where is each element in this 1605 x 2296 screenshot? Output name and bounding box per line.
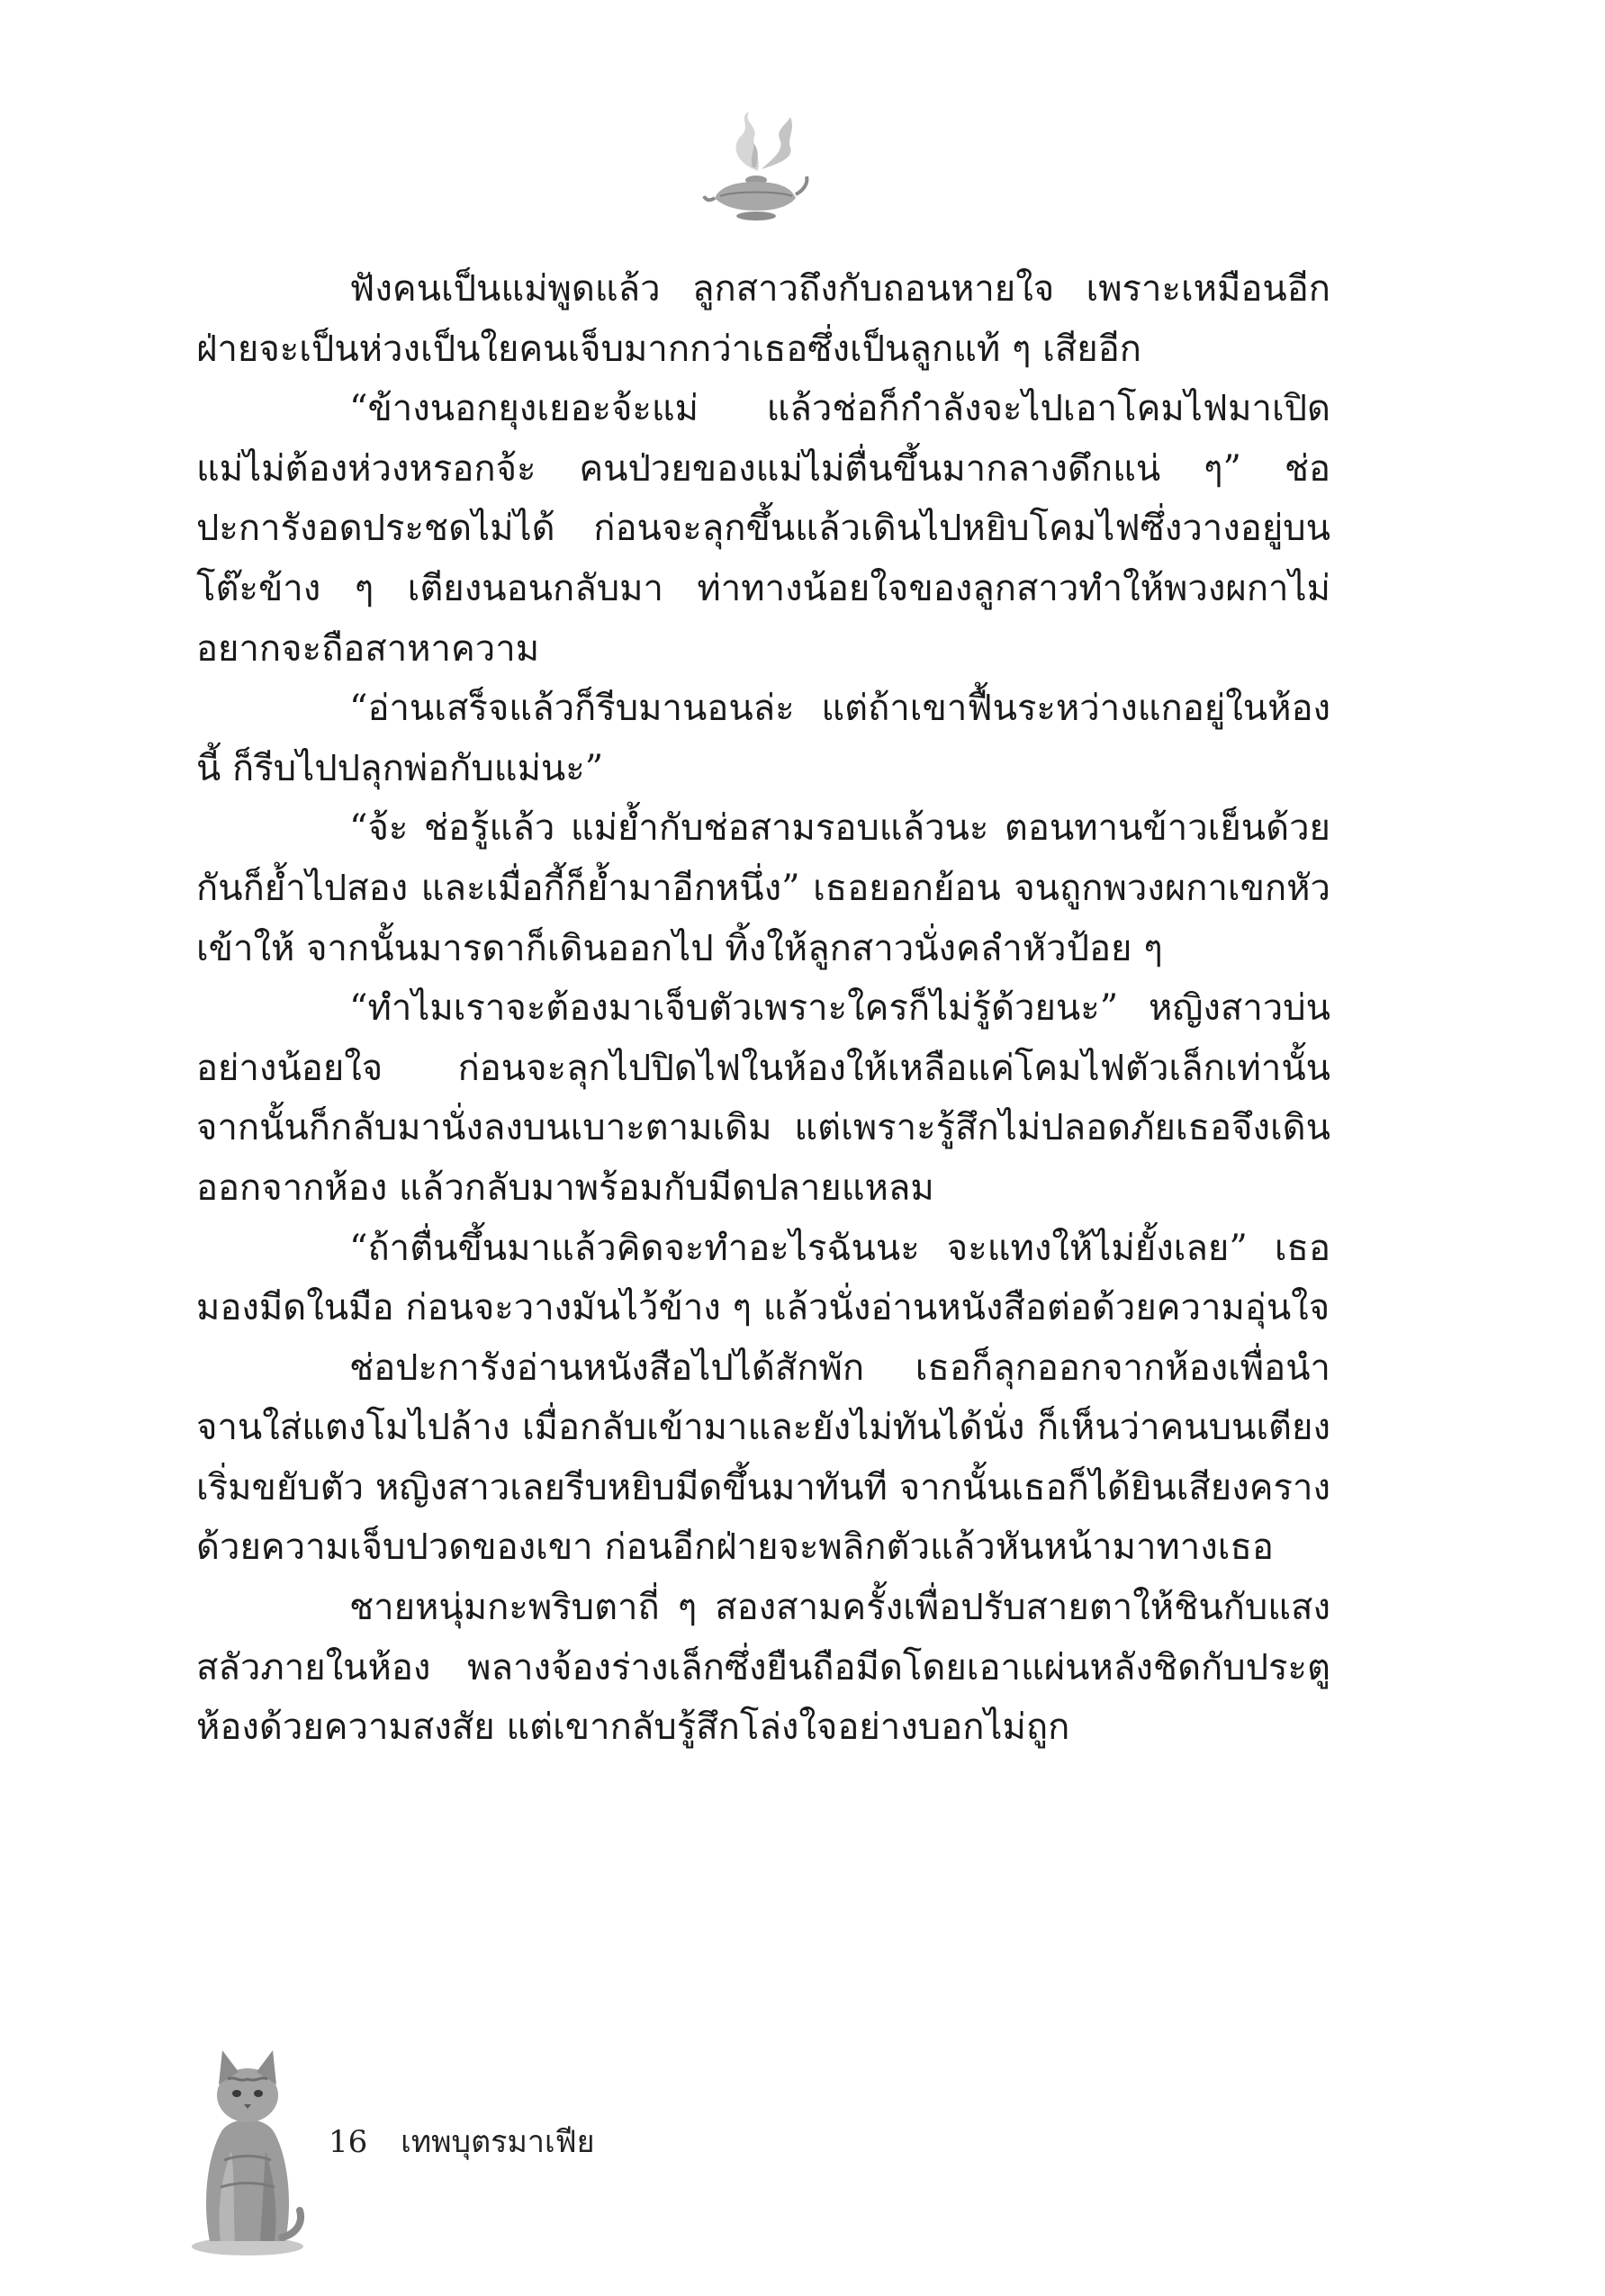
page-footer [329,2124,595,2160]
paragraph: “อ่านเสร็จแล้วก็รีบมานอนล่ะ แต่ถ้าเขาฟื้นระหว่างแกอยู่ในห้องนี้ ก็รีบไปปลุกพ่อกับแม่นะ” [196,688,1330,789]
paragraph: “จ้ะ ช่อรู้แล้ว แม่ย้ำกับช่อสามรอบแล้วนะ ตอนทานข้าวเย็นด้วยกันก็ย้ำไปสอง และเมื่อกี้ก็ย้ำมาอีกหนึ่ง” เธอยอกย้อน จนถูกพวงผกาเขกหัวเข้าให้ จากนั้นมารดาก็เดินออกไป ทิ้งให้ลูกสาวนั่งคลำหัวป้อย ๆ [196,807,1330,969]
magic-lamp-icon [702,108,810,230]
paragraph: ช่อปะการังอ่านหนังสือไปได้สักพัก เธอก็ลุกออกจากห้องเพื่อนำจานใส่แตงโมไปล้าง เมื่อกลับเข้ามาและยังไม่ทันได้นั่ง ก็เห็นว่าคนบนเตียงเริ่มขยับตัว หญิงสาวเลยรีบหยิบมีดขึ้นมาทันที จากนั้นเธอก็ได้ยินเสียงครางด้วยความเจ็บปวดของเขา ก่อนอีกฝ่ายจะพลิกตัวแล้วหันหน้ามาทางเธอ [196,1346,1330,1569]
paragraph: “ข้างนอกยุงเยอะจ้ะแม่ แล้วช่อก็กำลังจะไปเอาโคมไฟมาเปิด แม่ไม่ต้องห่วงหรอกจ้ะ คนป่วยของแม่ไม่ตื่นขึ้นมากลางดึกแน่ ๆ” ช่อปะการังอดประชดไม่ได้ ก่อนจะลุกขึ้นแล้วเดินไปหยิบโคมไฟซึ่งวางอยู่บนโต๊ะข้าง ๆ เตียงนอนกลับมา ท่าทางน้อยใจของลูกสาวทำให้พวงผกาไม่อยากจะถือสาหาความ [196,388,1330,670]
book-title: เทพบุตรมาเฟีย [401,2124,595,2160]
paragraph: ชายหนุ่มกะพริบตาถี่ ๆ สองสามครั้งเพื่อปรับสายตาให้ชินกับแสงสลัวภายในห้อง พลางจ้องร่างเล็กซึ่งยืนถือมีดโดยเอาแผ่นหลังชิดกับประตูห้องด้วยความสงสัย แต่เขากลับรู้สึกโล่งใจอย่างบอกไม่ถูก [196,1587,1330,1749]
body-text [196,259,1330,1758]
paragraph: ฟังคนเป็นแม่พูดแล้ว ลูกสาวถึงกับถอนหายใจ เพราะเหมือนอีกฝ่ายจะเป็นห่วงเป็นใยคนเจ็บมากกว่าเธอซึ่งเป็นลูกแท้ ๆ เสียอีก [196,268,1330,370]
paragraph: “ทำไมเราจะต้องมาเจ็บตัวเพราะใครก็ไม่รู้ด้วยนะ” หญิงสาวบ่นอย่างน้อยใจ ก่อนจะลุกไปปิดไฟในห้องให้เหลือแค่โคมไฟตัวเล็กเท่านั้น จากนั้นก็กลับมานั่งลงบนเบาะตามเดิม แต่เพราะรู้สึกไม่ปลอดภัยเธอจึงเดินออกจากห้อง แล้วกลับมาพร้อมกับมีดปลายแหลม [196,987,1330,1209]
paragraph: “ถ้าตื่นขึ้นมาแล้วคิดจะทำอะไรฉันนะ จะแทงให้ไม่ยั้งเลย” เธอมองมีดในมือ ก่อนจะวางมันไว้ข้าง ๆ แล้วนั่งอ่านหนังสือต่อด้วยความอุ่นใจ [196,1227,1330,1329]
sitting-cat-icon [185,2025,311,2259]
page-number: 16 [329,2124,368,2160]
